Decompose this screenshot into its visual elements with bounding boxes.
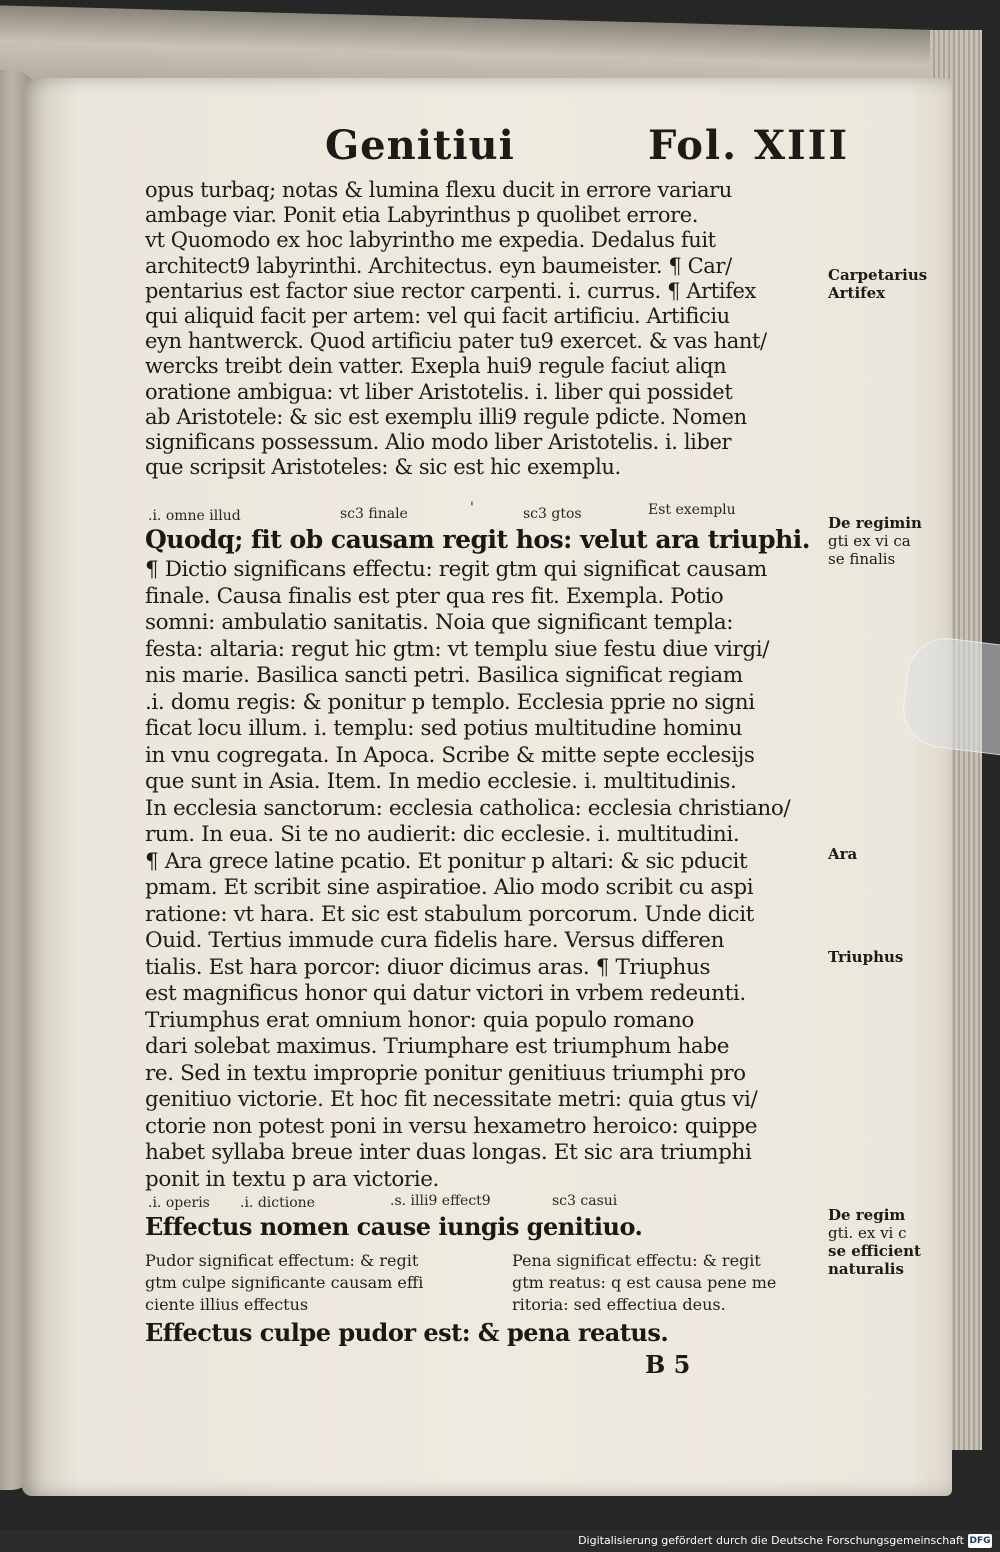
text-line: est magnificus honor qui datur victori in vrbem redeunti.: [145, 981, 746, 1006]
interlinear-gloss: sc3 casui: [552, 1193, 618, 1209]
interlinear-gloss: sc3 gtos: [523, 506, 582, 522]
text-line: re. Sed in textu improprie ponitur genitiuus triumphi pro: [145, 1060, 746, 1086]
text-line: Pena significat effectu: & regit: [512, 1251, 761, 1270]
text-line: wercks treibt dein vatter. Exepla hui9 regule faciut aliqn: [145, 354, 727, 379]
margin-note: [828, 948, 903, 966]
margin-note-line: gti ex vi ca: [828, 532, 911, 550]
interlinear-gloss: .i. omne illud: [148, 508, 241, 524]
text-line: architect9 labyrinthi. Architectus. eyn baumeister. ¶ Car/: [145, 253, 732, 278]
margin-note: [828, 1206, 921, 1278]
text-line: festa: altaria: regut hic gtm: vt templu siue festu diue virgi/: [145, 636, 770, 662]
margin-note-line: Carpetarius: [828, 266, 928, 284]
text-line: gtm reatus: q est causa pene me: [512, 1273, 777, 1292]
gloss-column-left: [145, 1250, 423, 1316]
text-line: pentarius est factor siue rector carpenti. i. currus. ¶ Artifex: [145, 278, 756, 303]
text-line: in vnu cogregata. In Apoca. Scribe & mitte septe ecclesijs: [145, 742, 755, 768]
interlinear-gloss: sc3 finale: [340, 506, 408, 522]
margin-note-line: De regim: [828, 1206, 906, 1224]
text-line: dari solebat maximus. Triumphare est triumphum habe: [145, 1034, 730, 1059]
interlinear-gloss: Est exemplu: [648, 502, 736, 518]
margin-note-line: gti. ex vi c: [828, 1224, 907, 1242]
text-line: ctorie non potest poni in versu hexametro heroico: quippe: [145, 1113, 758, 1139]
text-line: Pudor significat effectum: & regit: [145, 1251, 419, 1270]
text-line: significans possessum. Alio modo liber Aristotelis. i. liber: [145, 430, 732, 455]
text-line: ratione: vt hara. Et sic est stabulum porcorum. Unde dicit: [145, 901, 754, 927]
margin-note: [828, 266, 927, 302]
dfg-logo: DFG: [969, 1536, 991, 1546]
text-line: genitiuo victorie. Et hoc fit necessitate metri: quia gtus vi/: [145, 1087, 758, 1112]
text-line: qui aliquid facit per artem: vel qui facit artificiu. Artificiu: [145, 304, 730, 329]
text-line: ponit in textu p ara victorie.: [145, 1166, 439, 1192]
running-head-title: Genitiui: [325, 122, 515, 169]
text-line: finale. Causa finalis est pter qua res fit. Exempla. Potio: [145, 583, 724, 609]
gloss-column-right: [512, 1250, 776, 1316]
interlinear-gloss: .i. dictione: [240, 1195, 315, 1211]
margin-note-line: De regimin: [828, 514, 922, 532]
text-line: ficat locu illum. i. templu: sed potius multitudine hominu: [145, 716, 743, 741]
text-line: oratione ambigua: vt liber Aristotelis. i. liber qui possidet: [145, 379, 733, 404]
text-line: pmam. Et scribit sine aspiratioe. Alio modo scribit cu aspi: [145, 875, 754, 900]
text-line: In ecclesia sanctorum: ecclesia catholica: ecclesia christiano/: [145, 795, 791, 821]
margin-note: [828, 845, 857, 863]
margin-note-line: Ara: [828, 845, 858, 863]
text-line: .i. domu regis: & ponitur p templo. Ecclesia pprie no signi: [145, 689, 755, 715]
text-line: ab Aristotele: & sic est exemplu illi9 regule pdicte. Nomen: [145, 404, 747, 429]
text-line: ciente illius effectus: [145, 1295, 309, 1314]
text-line: que sunt in Asia. Item. In medio ecclesie. i. multitudinis.: [145, 769, 737, 794]
signature-mark: B 5: [645, 1350, 691, 1379]
text-line: Triumphus erat omnium honor: quia populo romano: [145, 1007, 694, 1033]
text-line: rum. In eua. Si te no audierit: dic ecclesie. i. multitudini.: [145, 822, 740, 847]
margin-note-line: Triuphus: [828, 948, 904, 966]
text-line: ambage viar. Ponit etia Labyrinthus p quolibet errore.: [145, 203, 699, 228]
text-line: ¶ Dictio significans effectu: regit gtm qui significat causam: [145, 557, 767, 582]
text-line: ritoria: sed effectiua deus.: [512, 1295, 726, 1314]
rule-verse-3: Effectus culpe pudor est: & pena reatus.: [145, 1318, 669, 1347]
paragraph-1: [145, 178, 825, 480]
rule-verse-1: Quodq; fit ob causam regit hos: velut ara triuphi.: [145, 525, 810, 554]
text-line: nis marie. Basilica sancti petri. Basilica significat regiam: [145, 663, 743, 688]
text-line: vt Quomodo ex hoc labyrintho me expedia. Dedalus fuit: [145, 228, 716, 253]
paragraph-2: [145, 557, 825, 1193]
text-line: que scripsit Aristoteles: & sic est hic exemplu.: [145, 455, 621, 480]
interlinear-gloss: ': [470, 500, 474, 516]
text-line: opus turbaq; notas & lumina flexu ducit in errore variaru: [145, 178, 732, 202]
funding-credit: Digitalisierung gefördert durch die Deutsche Forschungsgemeinschaft: [578, 1534, 964, 1547]
text-line: gtm culpe significante causam effi: [145, 1273, 424, 1292]
interlinear-gloss: .s. illi9 effect9: [390, 1193, 491, 1209]
text-line: Ouid. Tertius immude cura fidelis hare. Versus differen: [145, 928, 725, 953]
text-line: habet syllaba breue inter duas longas. Et sic ara triumphi: [145, 1140, 752, 1165]
text-line: tialis. Est hara porcor: diuor dicimus aras. ¶ Triuphus: [145, 954, 711, 980]
margin-note-line: Artifex: [828, 284, 886, 302]
margin-note-line: se efficient: [828, 1242, 921, 1260]
interlinear-gloss: .i. operis: [148, 1195, 210, 1211]
rule-verse-2: Effectus nomen cause iungis genitiuo.: [145, 1212, 643, 1241]
margin-note-line: se finalis: [828, 550, 896, 568]
text-line: ¶ Ara grece latine pcatio. Et ponitur p altari: & sic pducit: [145, 848, 748, 874]
margin-note: [828, 514, 922, 568]
folio-number: Fol. XIII: [648, 122, 850, 169]
text-line: somni: ambulatio sanitatis. Noia que significant templa:: [145, 610, 734, 635]
margin-note-line: naturalis: [828, 1260, 904, 1278]
text-line: eyn hantwerck. Quod artificiu pater tu9 exercet. & vas hant/: [145, 329, 767, 354]
